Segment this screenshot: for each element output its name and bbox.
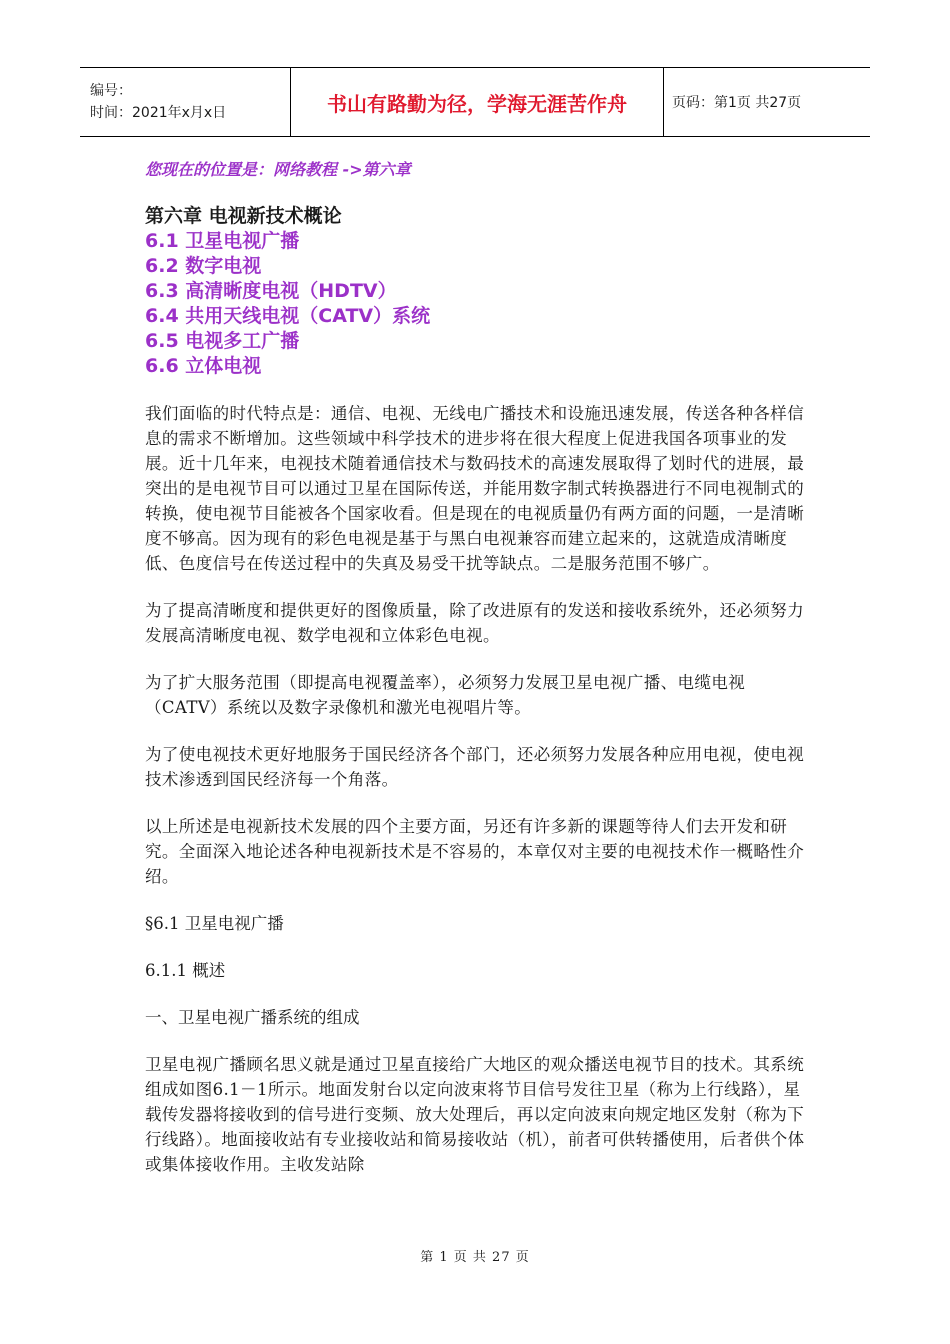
- table-of-contents: [145, 229, 805, 379]
- header-page-info: [664, 68, 870, 136]
- document-number: 编号：: [90, 83, 132, 99]
- toc-item-6-6[interactable]: 6.6 立体电视: [145, 355, 262, 377]
- toc-item-6-1[interactable]: 6.1 卫星电视广播: [145, 230, 300, 252]
- header-meta: [80, 68, 291, 136]
- document-body: [145, 157, 805, 1199]
- page-header: [80, 67, 870, 137]
- chapter-title: 第六章 电视新技术概论: [145, 205, 342, 227]
- paragraph-intro: 我们面临的时代特点是：通信、电视、无线电广播技术和设施迅速发展，传送各种各样信息的需求不断增加。这些领域中科学技术的进步将在很大程度上促进我国各项事业的发展。近十几年来，电视技术随着通信技术与数码技术的高速发展取得了划时代的进展，最突出的是电视节目可以通过卫星在国际传送，并能用数字制式转换器进行不同电视制式的转换，使电视节目能被各个国家收看。但是现在的电视质量仍有两方面的问题，一是清晰度不够高。因为现有的彩色电视是基于与黑白电视兼容而建立起来的，这就造成清晰度低、色度信号在传送过程中的失真及易受干扰等缺点。二是服务范围不够广。: [145, 404, 805, 573]
- toc-item-6-2[interactable]: 6.2 数字电视: [145, 255, 262, 277]
- section-heading: §6.1 卫星电视广播: [145, 914, 284, 933]
- breadcrumb[interactable]: 您现在的位置是：网络教程 ->第六章: [145, 160, 411, 179]
- header-motto: [291, 68, 664, 136]
- toc-item-6-5[interactable]: 6.5 电视多工广播: [145, 330, 300, 352]
- paragraph-coverage: 为了扩大服务范围（即提高电视覆盖率），必须努力发展卫星电视广播、电缆电视（CATV）系统以及数字录像机和激光电视唱片等。: [145, 673, 746, 717]
- paragraph-clarity: 为了提高清晰度和提供更好的图像质量，除了改进原有的发送和接收系统外，还必须努力发展高清晰度电视、数学电视和立体彩色电视。: [145, 601, 805, 645]
- subsection-heading: 6.1.1 概述: [145, 961, 226, 980]
- motto-text: 书山有路勤为径，学海无涯苦作舟: [327, 91, 627, 116]
- subsubsection-heading: 一、卫星电视广播系统的组成: [145, 1008, 360, 1027]
- toc-item-6-4[interactable]: 6.4 共用天线电视（CATV）系统: [145, 305, 431, 327]
- document-date: 时间：2021年x月x日: [90, 105, 227, 121]
- toc-item-6-3[interactable]: 6.3 高清晰度电视（HDTV）: [145, 280, 397, 302]
- paragraph-applications: 为了使电视技术更好地服务于国民经济各个部门，还必须努力发展各种应用电视，使电视技术渗透到国民经济每一个角落。: [145, 745, 805, 789]
- paragraph-summary: 以上所述是电视新技术发展的四个主要方面，另还有许多新的课题等待人们去开发和研究。全面深入地论述各种电视新技术是不容易的，本章仅对主要的电视技术作一概略性介绍。: [145, 817, 805, 886]
- page-footer: 第 1 页 共 27 页: [420, 1250, 530, 1265]
- page-number-label: 页码：第1页 共27页: [672, 95, 802, 111]
- paragraph-satellite-system: 卫星电视广播顾名思义就是通过卫星直接给广大地区的观众播送电视节目的技术。其系统组成如图6.1－1所示。地面发射台以定向波束将节目信号发往卫星（称为上行线路），星载传发器将接收到的信号进行变频、放大处理后，再以定向波束向规定地区发射（称为下行线路）。地面接收站有专业接收站和简易接收站（机），前者可供转播使用，后者供个体或集体接收作用。主收发站除: [145, 1055, 805, 1174]
